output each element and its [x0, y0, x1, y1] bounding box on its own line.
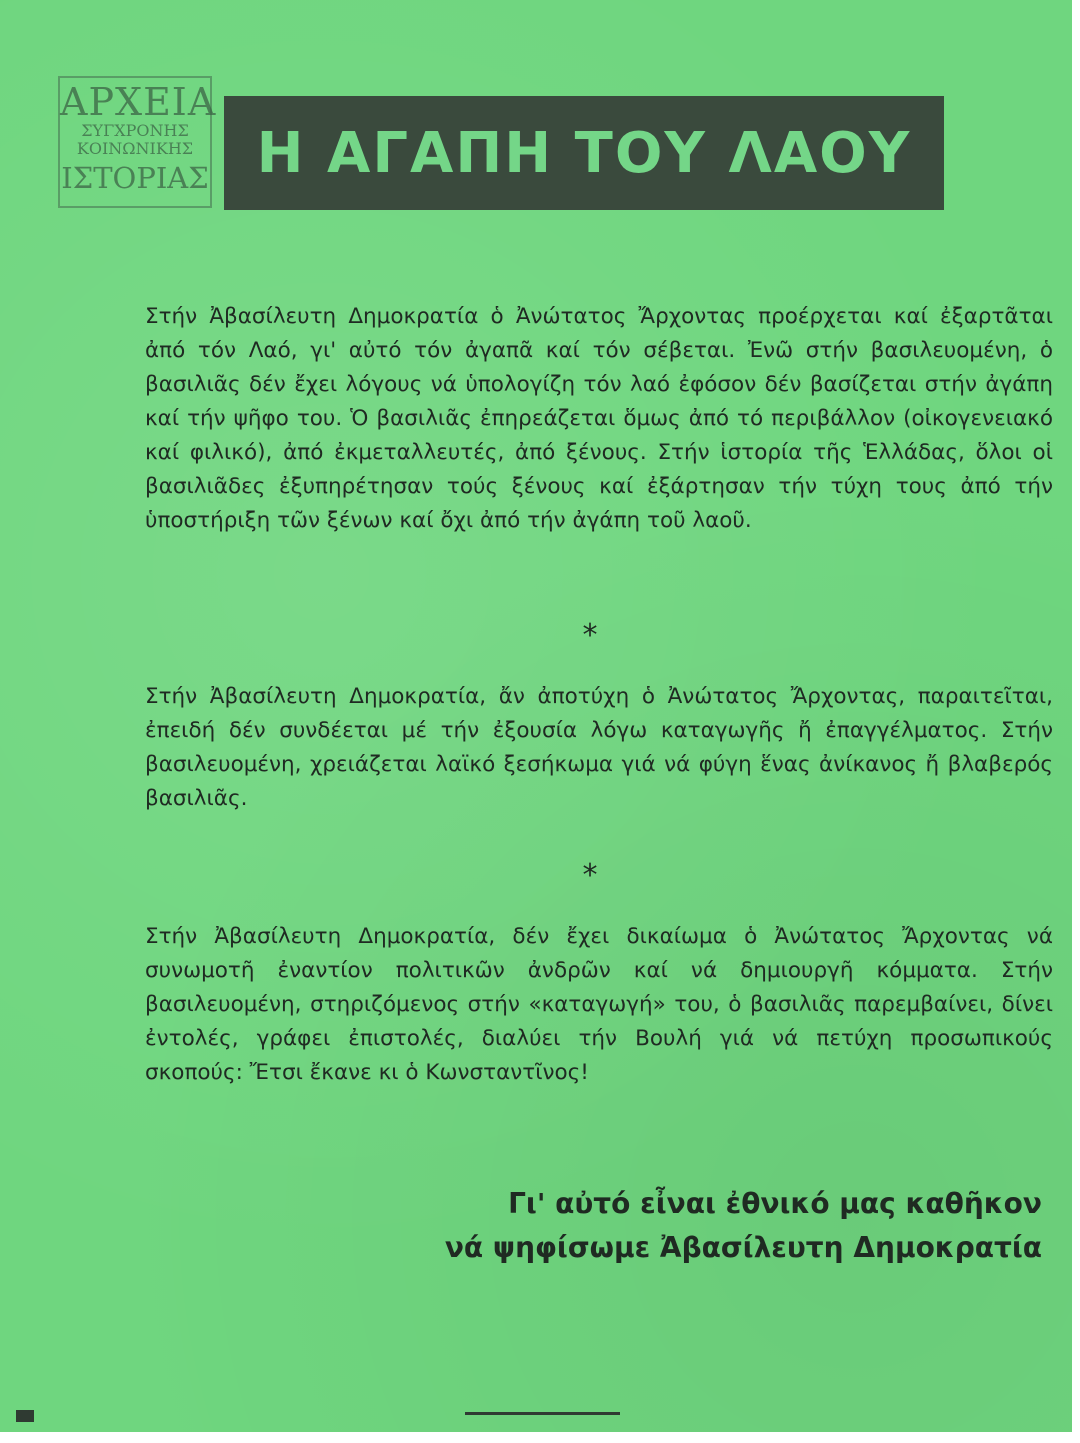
fold-mark [465, 1412, 620, 1415]
stamp-line-2: ΣΥΓΧΡΟΝΗΣ [81, 121, 189, 140]
archive-stamp [58, 76, 217, 208]
stamp-line-3: ΚΟΙΝΩΝΙΚΗΣ [76, 139, 194, 158]
closing-line-2: νά ψηφίσωμε Ἀβασίλευτη Δημοκρατία [444, 1231, 1042, 1264]
separator-star-1: * [582, 618, 598, 653]
corner-mark [16, 1410, 34, 1422]
title-banner [224, 96, 944, 210]
paragraph-1: Στήν Ἀβασίλευτη Δημοκρατία ὁ Ἀνώτατος Ἄρχοντας προέρχεται καί ἐξαρτᾶται ἀπό τόν Λαό, γι' αὐτό τόν ἀγαπᾶ καί τόν σέβεται. Ἐνῶ στήν βασιλευομένη, ὁ βασιλιᾶς δέν ἔχει λόγους νά ὑπολογίζη τόν λαό ἐφόσον δέν βασίζεται στήν ἀγάπη καί τήν ψῆφο του. Ὁ βασιλιᾶς ἐπηρεάζεται ὅμως ἀπό τό περιβάλλον (οἰκογενειακό καί φιλικό), ἀπό ἐκμεταλλευτές, ἀπό ξένους. Στήν ἱστορία τῆς Ἑλλάδας, ὅλοι οἱ βασιλιᾶδες ἐξυπηρέτησαν τούς ξένους καί ἐξάρτησαν τήν τύχη τους ἀπό τήν ὑποστήριξη τῶν ξένων καί ὄχι ἀπό τήν ἀγάπη τοῦ λαοῦ. [145, 304, 1053, 533]
page-title: Η ΑΓΑΠΗ ΤΟΥ ΛΑΟΥ [256, 120, 912, 186]
separator-star-2: * [582, 858, 598, 893]
stamp-line-1: ΑΡΧΕΙΑ [60, 80, 217, 124]
closing-line-1: Γι' αὐτό εἶναι ἐθνικό μας καθῆκον [508, 1187, 1042, 1220]
stamp-line-4: ΙΣΤΟΡΙΑΣ [61, 161, 209, 195]
paragraph-3: Στήν Ἀβασίλευτη Δημοκρατία, δέν ἔχει δικαίωμα ὁ Ἀνώτατος Ἄρχοντας νά συνωμοτῆ ἐναντίον πολιτικῶν ἀνδρῶν καί νά δημιουργῆ κόμματα. Στήν βασιλευομένη, στηριζόμενος στήν «καταγωγή» του, ὁ βασιλιᾶς παρεμβαίνει, δίνει ἐντολές, γράφει ἐπιστολές, διαλύει τήν Βουλή γιά νά πετύχη προσωπικούς σκοπούς: Ἔτσι ἔκανε κι ὁ Κωνσταντῖνος! [145, 924, 1053, 1085]
closing-slogan [300, 1182, 1042, 1270]
paragraph-2: Στήν Ἀβασίλευτη Δημοκρατία, ἄν ἀποτύχη ὁ Ἀνώτατος Ἄρχοντας, παραιτεῖται, ἐπειδή δέν συνδέεται μέ τήν ἐξουσία λόγω καταγωγῆς ἤ ἐπαγγέλματος. Στήν βασιλευομένη, χρειάζεται λαϊκό ξεσήκωμα γιά νά φύγη ἕνας ἀνίκανος ἤ βλαβερός βασιλιᾶς. [145, 684, 1053, 811]
